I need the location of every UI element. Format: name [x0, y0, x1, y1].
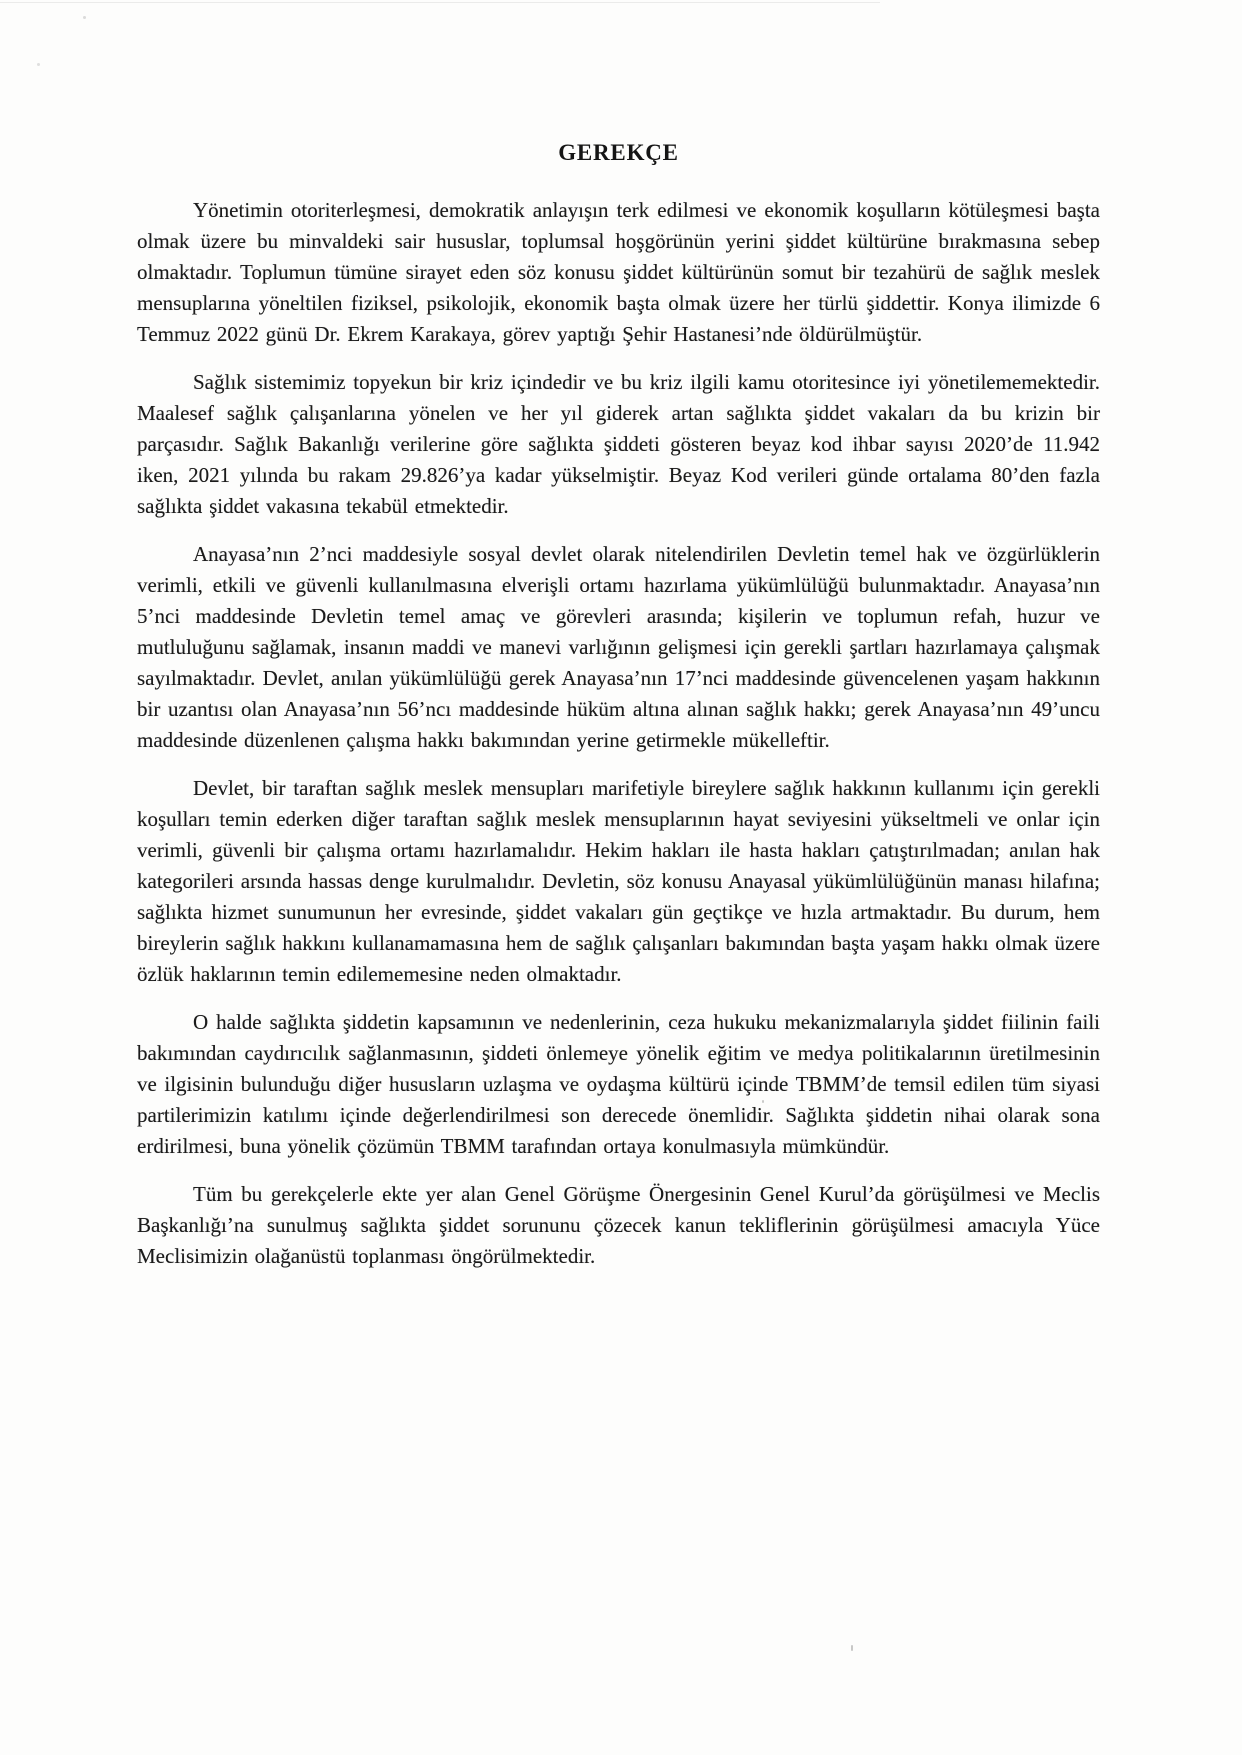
scan-speck: [851, 1645, 853, 1651]
document-title: GEREKÇE: [558, 140, 679, 165]
paragraph-health-system-crisis: Sağlık sistemimiz topyekun bir kriz içindedir ve bu kriz ilgili kamu otoritesince iyi yönetilememektedir. Maalesef sağlık çalışanlarına yönelen ve her yıl giderek artan sağlıkta şiddet vakaları da bu krizin bir parçasıdır. Sağlık Bakanlığı verilerine göre sağlıkta şiddeti gösteren beyaz kod ihbar sayısı 2020’de 11.942 iken, 2021 yılında bu rakam 29.826’ya kadar yükselmiştir. Beyaz Kod verileri günde ortalama 80’den fazla sağlıkta şiddet vakasına tekabül etmektedir.: [137, 370, 1100, 518]
document-body: [137, 140, 1100, 1272]
paragraph-tbmm-evaluation: O halde sağlıkta şiddetin kapsamının ve nedenlerinin, ceza hukuku mekanizmalarıyla şiddet fiilinin faili bakımından caydırıcılık sağlanmasının, şiddeti önlemeye yönelik eğitim ve medya politikalarının üretilmesinin ve ilgisinin bulunduğu diğer hususların uzlaşma ve oydaşma kültürü içinde TBMM’de temsil edilen tüm siyasi partilerimizin katılımı içinde değerlendirilmesi son derecede önemlidir. Sağlıkta şiddetin nihai olarak sona erdirilmesi, buna yönelik çözümün TBMM tarafından ortaya konulmasıyla mümkündür.: [137, 1010, 1100, 1158]
paragraph-introduction: Yönetimin otoriterleşmesi, demokratik anlayışın terk edilmesi ve ekonomik koşulların kötüleşmesi başta olmak üzere bu minvaldeki sair hususlar, toplumsal hoşgörünün yerini şiddet kültürüne bırakmasına sebep olmaktadır. Toplumun tümüne sirayet eden söz konusu şiddet kültürünün somut bir tezahürü de sağlık meslek mensuplarına yöneltilen fiziksel, psikolojik, ekonomik başta olmak üzere her türlü şiddettir. Konya ilimizde 6 Temmuz 2022 günü Dr. Ekrem Karakaya, görev yaptığı Şehir Hastanesi’nde öldürülmüştür.: [137, 198, 1100, 346]
paragraph-state-obligations: Devlet, bir taraftan sağlık meslek mensupları marifetiyle bireylere sağlık hakkının kullanımı için gerekli koşulları temin ederken diğer taraftan sağlık meslek mensuplarının hayat seviyesini yükseltmeli ve onlar için verimli, güvenli bir çalışma ortamı hazırlamalıdır. Hekim hakları ile hasta hakları çatıştırılmadan; anılan hak kategorileri arsında hassas denge kurulmalıdır. Devletin, söz konusu Anayasal yükümlülüğünün manası hilafına; sağlıkta hizmet sunumunun her evresinde, şiddet vakaları gün geçtikçe ve hızla artmaktadır. Bu durum, hem bireylerin sağlık hakkını kullanamamasına hem de sağlık çalışanları bakımından başta yaşam hakkı olmak üzere özlük haklarının temin edilememesine neden olmaktadır.: [137, 776, 1100, 986]
paragraph-conclusion: Tüm bu gerekçelerle ekte yer alan Genel Görüşme Önergesinin Genel Kurul’da görüşülmesi ve Meclis Başkanlığı’na sunulmuş sağlıkta şiddet sorununu çözecek kanun tekliflerinin görüşülmesi amacıyla Yüce Meclisimizin olağanüstü toplanması öngörülmektedir.: [137, 1182, 1100, 1268]
scan-speck: [37, 63, 40, 66]
scan-artifact-line: [0, 2, 880, 3]
scan-speck: [83, 16, 86, 19]
paragraph-constitution-articles: Anayasa’nın 2’nci maddesiyle sosyal devlet olarak nitelendirilen Devletin temel hak ve özgürlüklerin verimli, etkili ve güvenli kullanılmasına elverişli ortamı hazırlama yükümlülüğü bulunmaktadır. Anayasa’nın 5’nci maddesinde Devletin temel amaç ve görevleri arasında; kişilerin ve toplumun refah, huzur ve mutluluğunu sağlamak, insanın maddi ve manevi varlığının gelişmesi için gerekli şartları hazırlamaya çalışmak sayılmaktadır. Devlet, anılan yükümlülüğü gerek Anayasa’nın 17’nci maddesinde güvencelenen yaşam hakkının bir uzantısı olan Anayasa’nın 56’ncı maddesinde hüküm altına alınan sağlık hakkı; gerek Anayasa’nın 49’uncu maddesinde düzenlenen çalışma hakkı bakımından yerine getirmekle mükelleftir.: [137, 542, 1100, 752]
